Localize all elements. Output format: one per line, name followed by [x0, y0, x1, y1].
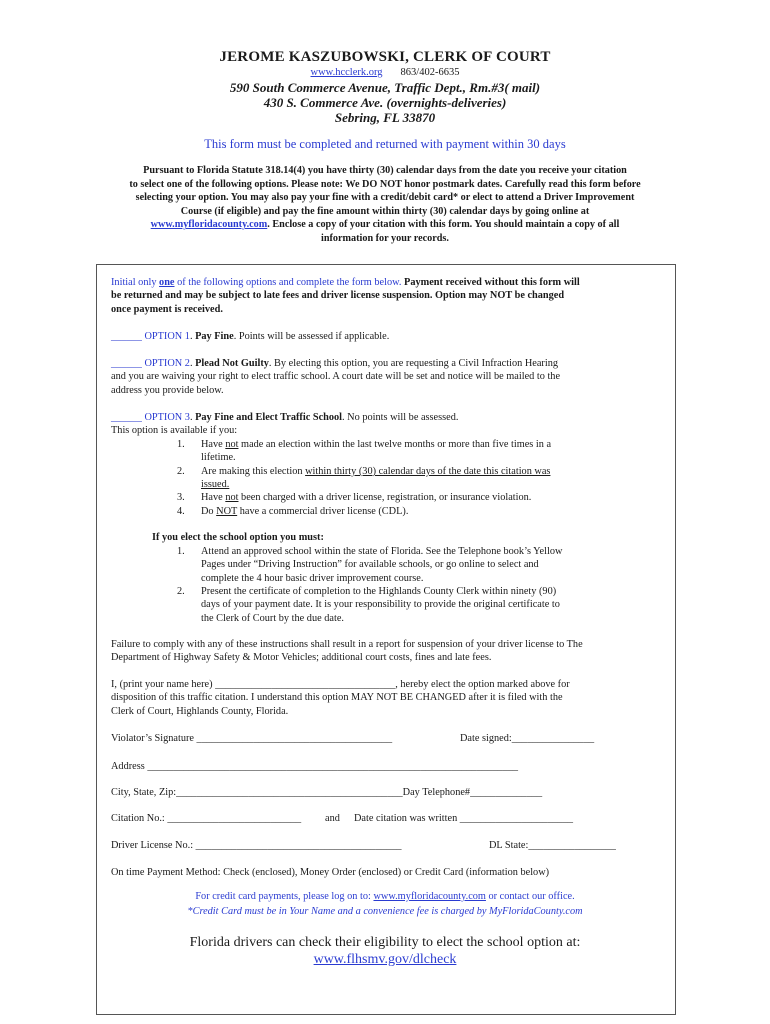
option-3-label: OPTION 3 [144, 412, 190, 423]
date-signed-field[interactable]: Date signed:________________ [460, 733, 595, 744]
failure-text: Department of Highway Safety & Motor Vehicles; additional court costs, fines and late fees. [111, 652, 492, 664]
list-number: 4. [177, 506, 185, 517]
option-2-text: . By electing this option, you are requesting a Civil Infraction Hearing [268, 358, 559, 369]
option-3-availability: This option is available if you: [111, 425, 238, 437]
list-text: Present the certificate of completion to the Highlands County Clerk within ninety (90) [201, 586, 557, 597]
list-text-underline: issued. [201, 479, 230, 491]
option-2-label: OPTION 2 [144, 358, 190, 369]
credit-text: or contact our office. [485, 891, 575, 902]
intro-instructions [111, 276, 661, 316]
list-number: 2. [177, 586, 185, 597]
option-2: ______ OPTION 2. Plead Not Guilty. By electing this option, you are requesting a Civil Infraction Hearing and you are waiving your right to elect traffic school. A court date will be set and notice will be mailed to the address you provide below. [111, 357, 671, 397]
credit-text: For credit card payments, please log on to: [195, 891, 374, 902]
pursuant-line [92, 218, 678, 232]
school-heading: If you elect the school option you must: [152, 532, 324, 543]
driver-license-field[interactable]: Driver License No.: ________________________________________ [111, 840, 402, 851]
list-text: days of your payment date. It is your responsibility to provide the original certificate to [201, 599, 560, 611]
list-text-underline: within thirty (30) calendar days of the date this citation was [305, 466, 551, 477]
clerk-website-link[interactable]: www.hcclerk.org [310, 67, 383, 78]
list-text: been charged with a driver license, registration, or insurance violation. [238, 492, 532, 503]
list-text: the Clerk of Court by the due date. [201, 612, 344, 624]
deadline-notice: This form must be completed and returned with payment within 30 days [204, 137, 566, 151]
intro-text: Initial only [111, 277, 160, 288]
and-label: and [325, 813, 340, 824]
list-text: lifetime. [201, 452, 236, 464]
list-text: complete the 4 hour basic driver improvement course. [201, 572, 424, 584]
list-item [177, 585, 621, 625]
option-1-label: OPTION 1 [144, 331, 190, 342]
city-state-zip-field[interactable]: City, State, Zip:____________________________________________Day Telephone#______________ [111, 787, 543, 798]
list-item [177, 491, 621, 504]
city-address: Sebring, FL 33870 [334, 110, 436, 125]
election-statement [111, 678, 671, 718]
list-text: Pages under “Driving Instruction” for available schools, or go online to select and [201, 559, 539, 571]
election-text: disposition of this traffic citation. I understand this option MAY NOT BE CHANGED after it is filed with the [111, 692, 563, 704]
print-name-field[interactable]: I, (print your name here) ___________________________________, hereby elect the option marked above for [111, 679, 570, 690]
list-number: 1. [177, 439, 185, 450]
list-text-underline: not [225, 439, 239, 450]
intro-warning: Payment received without this form will [404, 277, 580, 288]
intro-text: of the following options and complete the form below. [174, 277, 405, 288]
pursuant-text: . Enclose a copy of your citation with this form. You should maintain a copy of all [267, 219, 620, 231]
mailing-address: 590 South Commerce Avenue, Traffic Dept., Rm.#3( mail) [229, 80, 541, 95]
list-text-underline: not [225, 492, 239, 503]
myfloridacounty-link[interactable]: www.myfloridacounty.com [150, 219, 268, 231]
eligibility-note: Florida drivers can check their eligibility to elect the school option at: [189, 935, 581, 950]
list-text: Are making this election [201, 466, 306, 477]
pursuant-line: Course (if eligible) and pay the fine amount within thirty (30) calendar days by going online at [180, 205, 590, 217]
failure-warning [111, 638, 671, 665]
failure-text: Failure to comply with any of these instructions shall result in a report for suspension of your driver license to The [111, 639, 583, 650]
list-text: Have [201, 492, 226, 503]
option-1-text: . Points will be assessed if applicable. [233, 331, 390, 342]
intro-warning: be returned and may be subject to late fees and driver license suspension. Option may NOT be changed [111, 290, 565, 302]
intro-one: one [159, 277, 175, 288]
option-2-title: Plead Not Guilty [195, 358, 269, 369]
option-3-blank[interactable]: ______ [111, 412, 142, 423]
pursuant-line: information for your records. [321, 232, 449, 244]
citation-number-field[interactable]: Citation No.: __________________________ [111, 813, 302, 824]
list-item [177, 545, 621, 585]
option-2-text: address you provide below. [111, 384, 224, 396]
list-text: Attend an approved school within the state of Florida. See the Telephone book’s Yellow [201, 546, 563, 557]
list-number: 3. [177, 492, 185, 503]
option-3: ______ OPTION 3. Pay Fine and Elect Traffic School. No points will be assessed. This option is available if you: [111, 411, 671, 438]
address-field[interactable]: Address ________________________________________________________________________ [111, 761, 519, 772]
list-number: 2. [177, 466, 185, 477]
pursuant-line: Pursuant to Florida Statute 318.14(4) you have thirty (30) calendar days from the date you receive your citation [143, 165, 627, 176]
page-title: JEROME KASZUBOWSKI, CLERK OF COURT [219, 49, 551, 65]
pursuant-paragraph [92, 164, 678, 246]
list-text: Do [201, 506, 217, 517]
convenience-fee-note: *Credit Card must be in Your Name and a convenience fee is charged by MyFloridaCounty.com [187, 906, 583, 917]
list-text: made an election within the last twelve months or more than five times in a [238, 439, 552, 450]
signature-field[interactable]: Violator’s Signature ______________________________________ [111, 733, 393, 744]
option-1-blank[interactable]: ______ [111, 331, 142, 342]
election-text: Clerk of Court, Highlands County, Florida. [111, 705, 289, 717]
option-2-blank[interactable]: ______ [111, 358, 142, 369]
dl-state-field[interactable]: DL State:_________________ [489, 840, 616, 851]
list-text: Have [201, 439, 226, 450]
delivery-address: 430 S. Commerce Ave. (overnights-deliveries) [263, 95, 507, 110]
option-1-title: Pay Fine [195, 331, 234, 342]
dlcheck-link[interactable]: www.flhsmv.gov/dlcheck [313, 952, 457, 967]
list-text-underline: NOT [216, 506, 238, 517]
list-number: 1. [177, 546, 185, 557]
pursuant-line: to select one of the following options. Please note: We DO NOT honor postmark dates. Carefully read this form before [129, 178, 641, 190]
option-2-text: and you are waiving your right to elect traffic school. A court date will be set and notice will be mailed to the [111, 371, 561, 383]
pursuant-line: selecting your option. You may also pay your fine with a credit/debit card* or elect to attend a Driver Improvement [135, 192, 635, 204]
list-text: have a commercial driver license (CDL). [237, 506, 409, 517]
option-3-title: Pay Fine and Elect Traffic School [195, 412, 343, 423]
option-3-text: . No points will be assessed. [342, 412, 459, 423]
payment-method: On time Payment Method: Check (enclosed), Money Order (enclosed) or Credit Card (information below) [111, 867, 550, 878]
myfloridacounty-link[interactable]: www.myfloridacounty.com [373, 891, 486, 902]
list-item [177, 505, 621, 518]
intro-warning: once payment is received. [111, 303, 223, 315]
list-item [177, 438, 621, 465]
clerk-phone: 863/402-6635 [400, 67, 460, 78]
citation-date-field[interactable]: Date citation was written ______________________ [354, 813, 574, 824]
option-1: ______ OPTION 1. Pay Fine. Points will be assessed if applicable. [111, 331, 390, 342]
contact-line [0, 67, 770, 78]
list-item [177, 465, 621, 492]
credit-card-info [0, 891, 770, 902]
